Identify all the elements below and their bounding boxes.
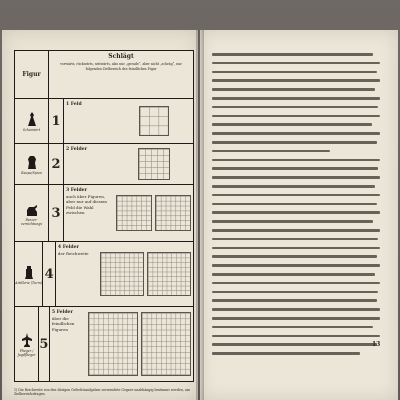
reach-diagram-cell (98, 242, 193, 306)
figure-name: Raupe/Spion (21, 170, 42, 175)
row-number: 4 (43, 242, 56, 306)
book-gutter (196, 30, 204, 400)
text-line (212, 349, 380, 358)
footnote: 1) Die Reichweite von den übrigen Gefechtsaufgaben verwendete Gegner unabhängig bestimmt werden, um Zielbereichsfragen. (14, 388, 190, 396)
text-line (212, 59, 380, 68)
row-number: 2 (49, 144, 64, 184)
table-row (15, 185, 193, 242)
text-line (212, 305, 380, 314)
row-number: 1 (49, 99, 64, 143)
soldier-piece-icon (26, 111, 38, 127)
rules-table (14, 50, 194, 382)
reach-grid (147, 252, 191, 296)
text-line (212, 217, 380, 226)
reach-grid (138, 148, 170, 180)
text-line (212, 173, 380, 182)
row-heading: 3 Felder (66, 188, 88, 193)
text-line (212, 112, 380, 121)
row-body: auch über Figuren, aber nur auf diesem Feld die Wahl zwischen (66, 194, 107, 215)
table-header (15, 51, 193, 99)
row-description (64, 185, 114, 241)
text-line (212, 226, 380, 235)
text-line (212, 261, 380, 270)
reach-diagram-cell (86, 307, 193, 381)
header-subtext: vorwärts, rückwärts, seitwärts, also nur „gerade“, aber nicht „schräg“, nur folgenden Zielbereich des feindlichen Figur (60, 62, 182, 71)
reach-diagram-cell (114, 185, 193, 241)
text-line (212, 208, 380, 217)
table-row (15, 307, 193, 381)
row-description (64, 144, 114, 184)
text-line (212, 50, 380, 59)
table-row (15, 242, 193, 307)
row-description (64, 99, 114, 143)
reach-diagram-cell (114, 144, 193, 184)
text-line (212, 340, 380, 349)
figure-name: Panzer-vernichtungs (20, 217, 43, 226)
reach-grid (139, 106, 169, 136)
table-row (15, 144, 193, 185)
text-line (212, 314, 380, 323)
body-text-block (212, 50, 380, 358)
text-line (212, 85, 380, 94)
text-line (212, 279, 380, 288)
figure-cell (15, 99, 49, 143)
header-schlag: Schlägt (108, 53, 134, 60)
text-line (212, 323, 380, 332)
text-line (212, 129, 380, 138)
text-line (212, 332, 380, 341)
text-line (212, 103, 380, 112)
text-line (212, 182, 380, 191)
reach-grid (155, 195, 191, 231)
header-figur: Figur (15, 51, 49, 98)
figure-cell (15, 144, 49, 184)
row-description (50, 307, 86, 381)
reach-grid (141, 312, 191, 376)
text-line (212, 156, 380, 165)
row-heading: 4 Felder (57, 245, 79, 250)
tank-destroyer-piece-icon (26, 201, 38, 217)
reach-diagram-cell (114, 99, 193, 143)
row-number: 3 (49, 185, 64, 241)
text-line (212, 191, 380, 200)
text-line (212, 76, 380, 85)
text-line (212, 164, 380, 173)
text-line (212, 147, 380, 156)
text-line (212, 120, 380, 129)
row-description (56, 242, 98, 306)
figure-name: Flieger / Jagdflieger (17, 348, 36, 357)
reach-grid (100, 252, 144, 296)
text-line (212, 270, 380, 279)
figure-name: Artillerie (Turm) (15, 280, 43, 285)
text-line (212, 296, 380, 305)
figure-cell (15, 185, 49, 241)
text-line (212, 94, 380, 103)
text-line (212, 244, 380, 253)
text-line (212, 68, 380, 77)
figure-cell (15, 307, 39, 381)
text-line (212, 252, 380, 261)
row-body: über die feindlichen Figuren (51, 316, 75, 332)
row-heading: 2 Felder (66, 147, 88, 152)
row-body: der Reichweite (57, 251, 89, 257)
reach-grid (116, 195, 152, 231)
table-row (15, 99, 193, 144)
text-line (212, 200, 380, 209)
text-line (212, 288, 380, 297)
row-heading: 5 Felder (51, 310, 73, 315)
artillery-piece-icon (23, 264, 35, 280)
scout-piece-icon (26, 154, 38, 170)
aircraft-piece-icon (21, 332, 33, 348)
page-number: 13 (372, 341, 381, 348)
row-number: 5 (39, 307, 50, 381)
figure-name: Scharniert (22, 127, 41, 132)
reach-grid (88, 312, 138, 376)
header-schlag-cell (49, 51, 193, 98)
text-line (212, 235, 380, 244)
row-heading: 1 Feld (66, 102, 82, 107)
figure-cell (15, 242, 43, 306)
text-line (212, 138, 380, 147)
